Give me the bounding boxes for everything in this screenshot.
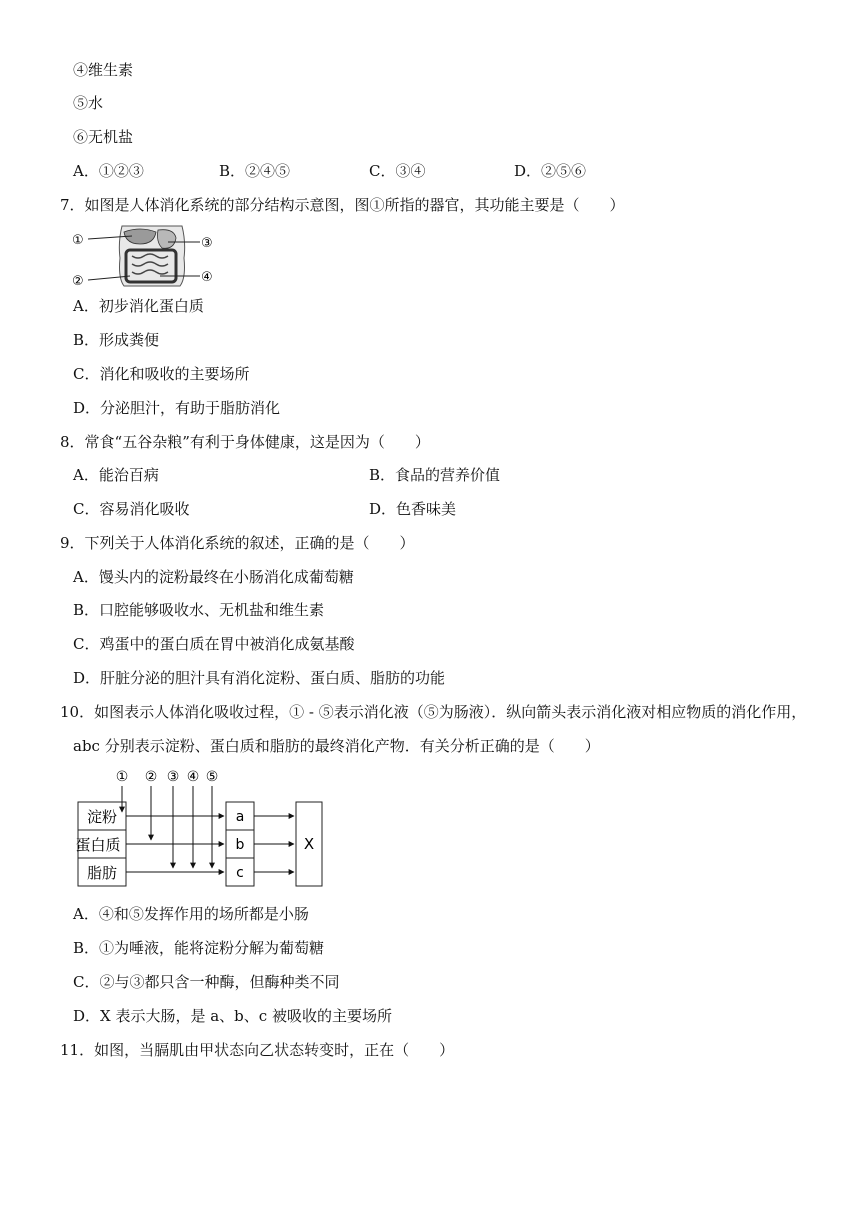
q9-option-d: D．肝脏分泌的胆汁具有消化淀粉、蛋白质、脂肪的功能 xyxy=(73,669,446,687)
q10-option-a: A．④和⑤发挥作用的场所都是小肠 xyxy=(73,905,309,923)
q8-option-b: B．食品的营养价值 xyxy=(369,466,501,484)
q8-option-a: A．能治百病 xyxy=(73,466,159,484)
q7-figure-label-2: ② xyxy=(72,274,84,289)
q11-stem: 11．如图，当膈肌由甲状态向乙状态转变时，正在（ ） xyxy=(60,1041,455,1059)
q7-option-a: A．初步消化蛋白质 xyxy=(73,297,204,315)
q9-option-c: C．鸡蛋中的蛋白质在胃中被消化成氨基酸 xyxy=(73,635,355,653)
q10-substance-protein: 蛋白质 xyxy=(75,836,121,854)
q10-product-a: a xyxy=(235,809,245,825)
q10-substance-fat: 脂肪 xyxy=(86,864,118,882)
q9-stem: 9．下列关于人体消化系统的叙述，正确的是（ ） xyxy=(60,534,415,552)
q10-option-d: D．X 表示大肠，是 a、b、c 被吸收的主要场所 xyxy=(73,1007,392,1025)
q6-item-6: ⑥无机盐 xyxy=(73,128,134,146)
q10-juice-2: ② xyxy=(144,769,158,785)
q10-juice-1: ① xyxy=(115,769,129,785)
q8-option-c: C．容易消化吸收 xyxy=(73,500,190,518)
q7-digestive-system-figure xyxy=(70,222,220,290)
q10-juice-5: ⑤ xyxy=(205,769,219,785)
q10-substance-starch: 淀粉 xyxy=(86,808,118,826)
q7-option-c: C．消化和吸收的主要场所 xyxy=(73,365,250,383)
q10-x-label: X xyxy=(303,835,315,853)
q10-product-c: c xyxy=(236,865,244,881)
q10-option-c: C．②与③都只含一种酶，但酶种类不同 xyxy=(73,973,340,991)
q9-option-b: B．口腔能够吸收水、无机盐和维生素 xyxy=(73,601,325,619)
q6-option-b: B．②④⑤ xyxy=(219,162,291,180)
q6-option-a: A．①②③ xyxy=(73,162,144,180)
q10-digestion-diagram xyxy=(70,764,330,894)
q6-item-5: ⑤水 xyxy=(73,94,104,112)
q8-option-d: D．色香味美 xyxy=(369,500,457,518)
q10-product-b: b xyxy=(235,837,245,853)
q6-item-4: ④维生素 xyxy=(73,61,134,79)
q10-stem-line1: 10．如图表示人体消化吸收过程，① - ⑤表示消化液（⑤为肠液）．纵向箭头表示消化液对相应物质的消化作用， xyxy=(60,703,807,721)
q7-stem: 7．如图是人体消化系统的部分结构示意图，图①所指的器官，其功能主要是（ ） xyxy=(60,196,625,214)
q7-option-b: B．形成粪便 xyxy=(73,331,160,349)
q10-option-b: B．①为唾液，能将淀粉分解为葡萄糖 xyxy=(73,939,325,957)
q6-option-c: C．③④ xyxy=(369,162,426,180)
q10-juice-4: ④ xyxy=(186,769,200,785)
q7-figure-label-1: ① xyxy=(72,233,84,248)
q10-juice-3: ③ xyxy=(166,769,180,785)
q6-option-d: D．②⑤⑥ xyxy=(514,162,587,180)
q7-figure-label-4: ④ xyxy=(201,270,213,285)
q8-stem: 8．常食“五谷杂粮”有利于身体健康，这是因为（ ） xyxy=(60,433,430,451)
q7-option-d: D．分泌胆汁，有助于脂肪消化 xyxy=(73,399,281,417)
q9-option-a: A．馒头内的淀粉最终在小肠消化成葡萄糖 xyxy=(73,568,354,586)
q10-stem-line2: abc 分别表示淀粉、蛋白质和脂肪的最终消化产物．有关分析正确的是（ ） xyxy=(73,737,600,755)
q7-figure-label-3: ③ xyxy=(201,236,213,251)
